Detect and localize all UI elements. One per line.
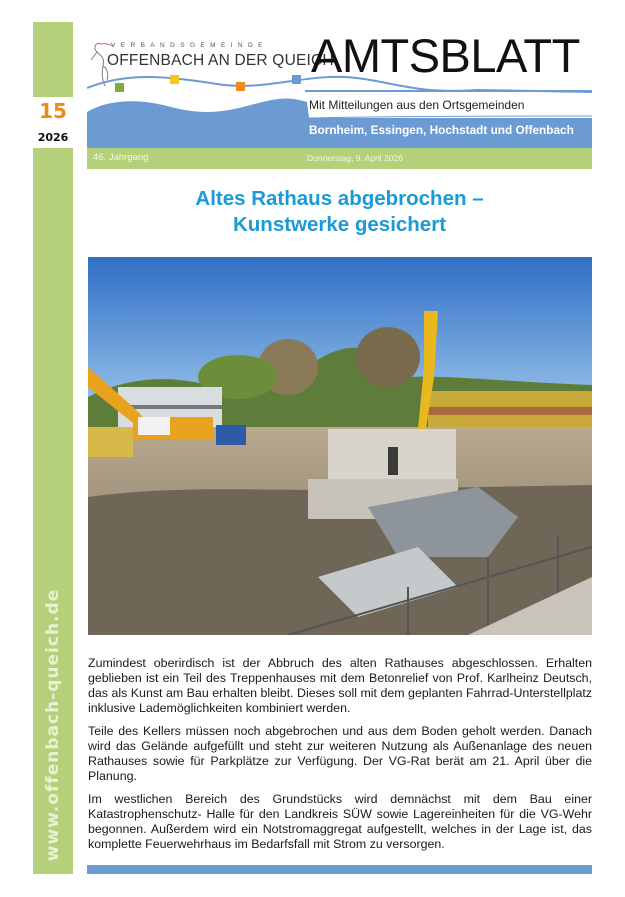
volume-label: 46. Jahrgang [93, 152, 149, 163]
side-url [33, 590, 73, 860]
vg-label: VERBANDSGEMEINDE [111, 42, 268, 49]
vg-name: OFFENBACH AN DER QUEICH [107, 52, 334, 69]
footer-bar [87, 865, 592, 874]
issue-number: 15 [39, 99, 67, 123]
issue-date: Donnerstag, 9. April 2026 [307, 153, 403, 163]
paragraph-2: Teile des Kellers müssen noch abgebrochen und aus dem Boden geholt werden. Danach wird das Gelände aufgefüllt und steht zur weiteren Nutzung als Außenanlage des neuen Rathauses sowie für Parkplätze zur Verfügung. Der VG-Rat berät am 21. April über die Planung. [88, 724, 592, 783]
title-rule [305, 90, 592, 92]
article-body [88, 656, 592, 860]
demolition-site-photo [88, 257, 592, 635]
headline-line-2: Kunstwerke gesichert [232, 213, 447, 236]
article-photo [88, 257, 592, 635]
paragraph-1: Zumindest oberirdisch ist der Abbruch des alten Rathauses abgeschlossen. Erhalten geblieben ist ein Teil des Treppenhauses mit dem Betonrelief von Prof. Karlheinz Deutsch, das als Kunst am Bau erhalten bleibt. Dieses soll mit dem geplanten Fahrrad-Unterstellplatz inklusive Lademöglichkeiten kombiniert werden. [88, 656, 592, 715]
side-bar-top [33, 22, 73, 97]
website-url: www.offenbach-queich.de [43, 588, 63, 862]
article-headline [87, 186, 592, 238]
subtitle: Mit Mitteilungen aus den Ortsgemeinden [309, 98, 525, 112]
publication-title: AMTSBLATT [311, 29, 580, 82]
municipalities: Bornheim, Essingen, Hochstadt und Offenbach [309, 123, 574, 137]
headline-line-1: Altes Rathaus abgebrochen – [195, 187, 484, 210]
issue-year: 2026 [37, 131, 69, 144]
paragraph-3: Im westlichen Bereich des Grundstücks wird demnächst mit dem Bau einer Katastrophenschutz- Halle für den Landkreis SÜW sowie Lagereinheiten für die VG-Wehr begonnen. Außerdem wird ein Notstromaggregat aufgestellt, welches in der Lage ist, das komplette Feuerwehrhaus im Bedarfsfall mit Strom zu versorgen. [88, 792, 592, 851]
masthead [87, 22, 592, 169]
